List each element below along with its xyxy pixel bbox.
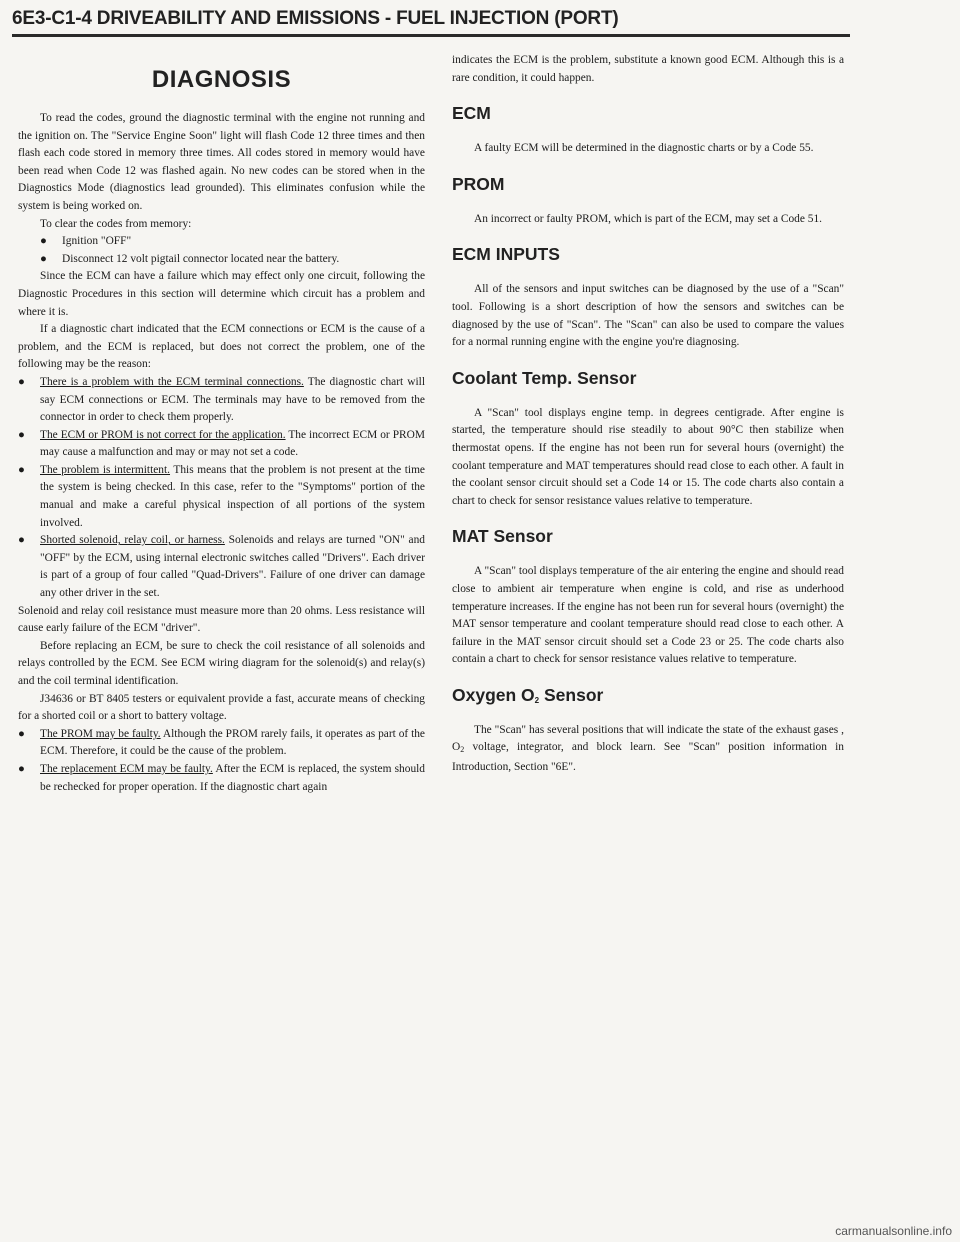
reason-lead: The problem is intermittent. xyxy=(40,463,171,476)
watermark: carmanualsonline.info xyxy=(835,1224,952,1238)
check-coil-paragraph: Before replacing an ECM, be sure to check the coil resistance of all solenoids and relays controlled by the ECM. See ECM wiring diagram for the solenoid(s) and relay(s) and the coil terminal identification. xyxy=(18,639,425,687)
bullet-icon: ● xyxy=(18,762,25,775)
reason-text: The diagnostic chart will say ECM connections or ECM. The terminals may have to be removed from the connector in order to check them properly. xyxy=(40,375,425,424)
oxygen-text-b: voltage, integrator, and block learn. See "Scan" position information in Introduction, Section "6E". xyxy=(452,741,844,774)
clear-step-1-text: Ignition "OFF" xyxy=(62,235,132,248)
ecm-failure-paragraph: Since the ECM can have a failure which may effect only one circuit, following the Diagnostic Procedures in this section will determine which circuit has a problem and where it is. xyxy=(18,270,425,318)
header-rule xyxy=(12,34,850,37)
reason-shorted-solenoid xyxy=(18,532,425,602)
mat-sensor-paragraph: A "Scan" tool displays temperature of the air entering the engine and should read close to ambient air temperature when engine is cold, and rise as underhood temperature increases. If the engine has not been run for several hours (overnight) the MAT sensor temperature and coolant temperature should read close to each other. A failure in the MAT sensor circuit should set a Code 23 or 25. The code charts also contain a chart to check for sensor resistance values relative to temperature. xyxy=(452,565,844,666)
reason-text: Solenoids and relays are turned "ON" and "OFF" by the ECM, using internal electronic switches called "Drivers". Each driver is part of a group of four called "Quad-Drivers". Failure of one driver can damage any other driver in the set. xyxy=(40,534,426,600)
oxygen-heading-suffix: Sensor xyxy=(539,684,604,705)
right-column xyxy=(452,52,844,777)
reason-faulty-replacement xyxy=(18,761,425,796)
continued-paragraph: indicates the ECM is the problem, substitute a known good ECM. Although this is a rare condition, it could happen. xyxy=(452,54,844,84)
diagnosis-heading: DIAGNOSIS xyxy=(151,66,292,93)
oxygen-sensor-paragraph xyxy=(452,722,844,777)
bullet-icon: ● xyxy=(40,235,47,248)
reason-text: The incorrect ECM or PROM may cause a malfunction and may or may not set a code. xyxy=(40,428,425,459)
reason-wrong-prom xyxy=(18,427,425,462)
oxygen-heading-text: Oxygen O xyxy=(452,684,535,705)
testers-paragraph: J34636 or BT 8405 testers or equivalent provide a fast, accurate means of checking for a shorted coil or a short to battery voltage. xyxy=(18,692,425,723)
ecm-heading: ECM xyxy=(452,103,491,124)
oxygen-sensor-heading xyxy=(452,685,844,706)
ecm-paragraph: A faulty ECM will be determined in the diagnostic charts or by a Code 55. xyxy=(474,142,814,155)
clear-step-2 xyxy=(18,251,425,269)
coolant-sensor-paragraph: A "Scan" tool displays engine temp. in degrees centigrade. After engine is started, the temperature should rise steadily to about 90°C then stabilize when thermostat opens. If the engine has not been run for several hours (overnight) the coolant temperature and MAT temperatures should read close to each other. A fault in the coolant sensor circuit should set a Code 14 or 15. The code charts also contain a chart to check for sensor resistance values relative to temperature. xyxy=(452,406,844,507)
reason-terminal-connections xyxy=(18,374,425,427)
bullet-icon: ● xyxy=(40,252,47,265)
ecm-inputs-paragraph: All of the sensors and input switches can be diagnosed by the use of a "Scan" tool. Following is a short description of how the sensors and switches can be diagnosed by the use of "Scan". The "Scan" can also be used to compare the values for a normal running engine with the engine you're diagnosing. xyxy=(452,283,844,349)
reason-lead: The ECM or PROM is not correct for the application. xyxy=(40,428,286,441)
reason-lead: There is a problem with the ECM terminal connections. xyxy=(40,375,304,388)
reason-faulty-prom xyxy=(18,726,425,761)
page-header-title: 6E3-C1-4 DRIVEABILITY AND EMISSIONS - FUEL INJECTION (PORT) xyxy=(12,8,619,29)
ecm-replaced-paragraph: If a diagnostic chart indicated that the ECM connections or ECM is the cause of a problem, and the ECM is replaced, but does not correct the problem, one of the following may be the reason: xyxy=(18,323,425,371)
left-column xyxy=(18,52,425,796)
oxygen-heading-subscript: 2 xyxy=(534,695,540,705)
reason-intermittent xyxy=(18,462,425,532)
clear-step-1 xyxy=(18,233,425,251)
reason-lead: The replacement ECM may be faulty. xyxy=(40,762,213,775)
read-codes-paragraph: To read the codes, ground the diagnostic terminal with the engine not running and the ignition on. The "Service Engine Soon" light will flash Code 12 three times and then flash each code stored in memory three times. All codes stored in memory would have been read when Code 12 was flashed again. No new codes can be stored when in the Diagnostics Mode (diagnostics lead grounded). This eliminates confusion while the system is being worked on. xyxy=(18,112,425,212)
clear-codes-intro: To clear the codes from memory: xyxy=(40,217,192,230)
page-header xyxy=(12,0,852,40)
prom-paragraph: An incorrect or faulty PROM, which is part of the ECM, may set a Code 51. xyxy=(474,212,822,225)
oxygen-text-subscript: 2 xyxy=(460,745,465,755)
prom-heading: PROM xyxy=(452,173,505,194)
reason-text: This means that the problem is not present at the time the system is being checked. In this case, refer to the "Symptoms" portion of the manual and make a careful physical inspection of all portions of the system involved. xyxy=(40,463,425,529)
ecm-inputs-heading: ECM INPUTS xyxy=(452,244,560,265)
coolant-sensor-heading: Coolant Temp. Sensor xyxy=(452,367,637,388)
mat-sensor-heading: MAT Sensor xyxy=(452,526,553,547)
bullet-icon: ● xyxy=(18,428,25,441)
coil-resistance-paragraph: Solenoid and relay coil resistance must measure more than 20 ohms. Less resistance will cause early failure of the ECM "driver". xyxy=(18,604,425,635)
bullet-icon: ● xyxy=(18,727,25,740)
reason-text: Although the PROM rarely fails, it operates as part of the ECM. Therefore, it could be the cause of the problem. xyxy=(40,727,425,758)
reason-lead: Shorted solenoid, relay coil, or harness. xyxy=(40,534,225,547)
clear-step-2-text: Disconnect 12 volt pigtail connector located near the battery. xyxy=(62,252,340,265)
reason-lead: The PROM may be faulty. xyxy=(40,727,161,740)
oxygen-text-a: The "Scan" has several positions that will indicate the state of the exhaust gases , O xyxy=(452,723,844,754)
reason-text: After the ECM is replaced, the system should be rechecked for proper operation. If the diagnostic chart again xyxy=(40,762,425,793)
bullet-icon: ● xyxy=(18,463,25,476)
bullet-icon: ● xyxy=(18,534,25,547)
bullet-icon: ● xyxy=(18,375,25,388)
